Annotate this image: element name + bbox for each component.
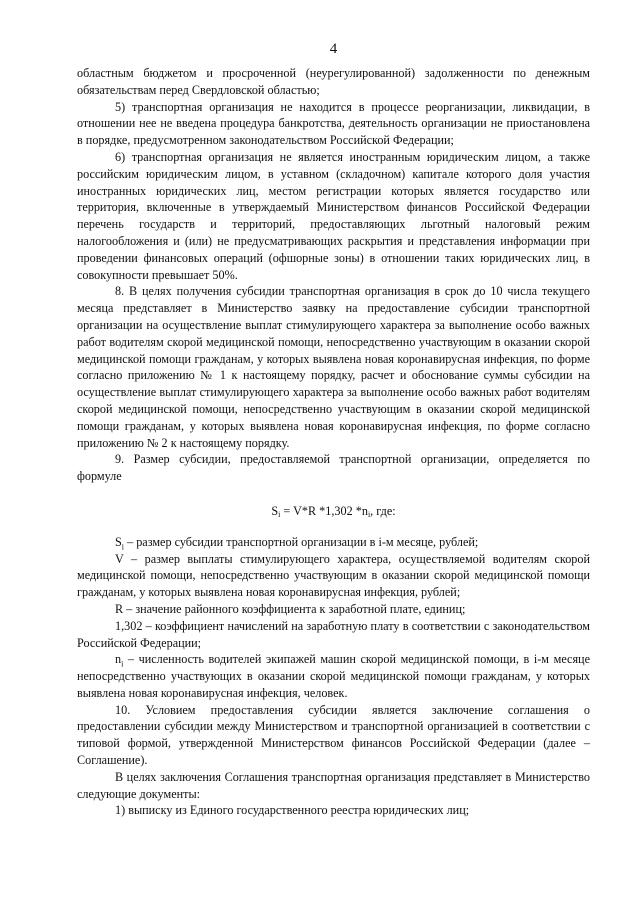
formula-body: = V*R *1,302 *n — [280, 503, 368, 518]
subsidy-formula — [77, 503, 590, 520]
definition-ni-subscript: i — [121, 659, 124, 669]
formula-s-symbol: S — [271, 503, 279, 518]
definition-ni-text: – численность водителей экипажей машин скорой медицинской помощи, в i-м месяце непосредственно участвующих в оказании скорой медицинской помощи гражданам, у которых выявлена новая коронавирусная инфекция, человек. — [77, 652, 590, 700]
definition-si-subscript: i — [121, 542, 125, 552]
definition-r: R – значение районного коэффициента к заработной плате, единиц; — [115, 601, 466, 616]
definition-v: V – размер выплаты стимулирующего характера, осуществляемой водителям скорой медицинской помощи, непосредственно участвующим в оказании скорой медицинской помощи гражданам, у которых выявлена новая коронавирусная инфекция, рублей; — [77, 551, 590, 600]
page-number: 4 — [329, 41, 338, 57]
definition-ni — [77, 651, 590, 701]
paragraph-clause-10: 10. Условием предоставления субсидии является заключение соглашения о предоставлении субсидии между Министерством и транспортной организацией в соответствии с типовой формой, утвержденной Министерством финансов Российской Федерации (далее – Соглашение). — [77, 702, 590, 768]
formula-tail: , где: — [370, 503, 396, 518]
definition-coefficient: 1,302 – коэффициент начислений на заработную плату в соответствии с законодательством Российской Федерации; — [77, 618, 590, 650]
definition-si — [77, 534, 590, 551]
formula-s-subscript: i — [278, 509, 281, 519]
definition-si-symbol: S — [115, 534, 122, 549]
paragraph-item-6: 6) транспортная организация не является иностранным юридическим лицом, а также российским юридическим лицом, в уставном (складочном) капитале которого доля участия иностранных юридических лиц, местом регистрации которых является государство или территория, включенные в утверждаемый Министерством финансов Российской Федерации перечень государств и территорий, предоставляющих льготный налоговый режим налогообложения и (или) не предусматривающих раскрытия и представления информации при проведении финансовых операций (офшорные зоны) в отношении таких юридических лиц, в совокупности превышает 50%. — [77, 149, 590, 282]
paragraph-document-item-1: 1) выписку из Единого государственного реестра юридических лиц; — [115, 803, 470, 818]
paragraph-clause-9: 9. Размер субсидии, предоставляемой транспортной организации, определяется по формуле — [77, 452, 590, 484]
paragraph-clause-8: 8. В целях получения субсидии транспортная организация в срок до 10 числа текущего месяца представляет в Министерство заявку на предоставление субсидии транспортной организации на осуществление выплат стимулирующего характера за выполнение особо важных работ водителям скорой медицинской помощи, непосредственно участвующим в оказании скорой медицинской помощи гражданам, у которых выявлена новая коронавирусная инфекция, по форме согласно приложению № 1 к настоящему порядку, расчет и обоснование суммы субсидии на осуществление выплат стимулирующего характера за выполнение особо важных работ водителям скорой медицинской помощи, непосредственно участвующим в оказании скорой медицинской помощи гражданам, у которых выявлена новая коронавирусная инфекция, по форме согласно приложению № 2 к настоящему порядку. — [77, 284, 590, 450]
definition-si-text: – размер субсидии транспортной организации в i-м месяце, рублей; — [124, 534, 479, 549]
definition-ni-symbol: n — [115, 652, 122, 667]
formula-n-subscript: i — [367, 509, 371, 519]
paragraph-documents-intro: В целях заключения Соглашения транспортная организация представляет в Министерство следующие документы: — [77, 769, 590, 801]
paragraph-item-5: 5) транспортная организация не находится в процессе реорганизации, ликвидации, в отношении нее не введена процедура банкротства, деятельность организации не приостановлена в порядке, предусмотренном законодательством Российской Федерации; — [77, 99, 590, 148]
paragraph-continuation: областным бюджетом и просроченной (неурегулированной) задолженности по денежным обязательствам перед Свердловской областью; — [77, 66, 590, 97]
